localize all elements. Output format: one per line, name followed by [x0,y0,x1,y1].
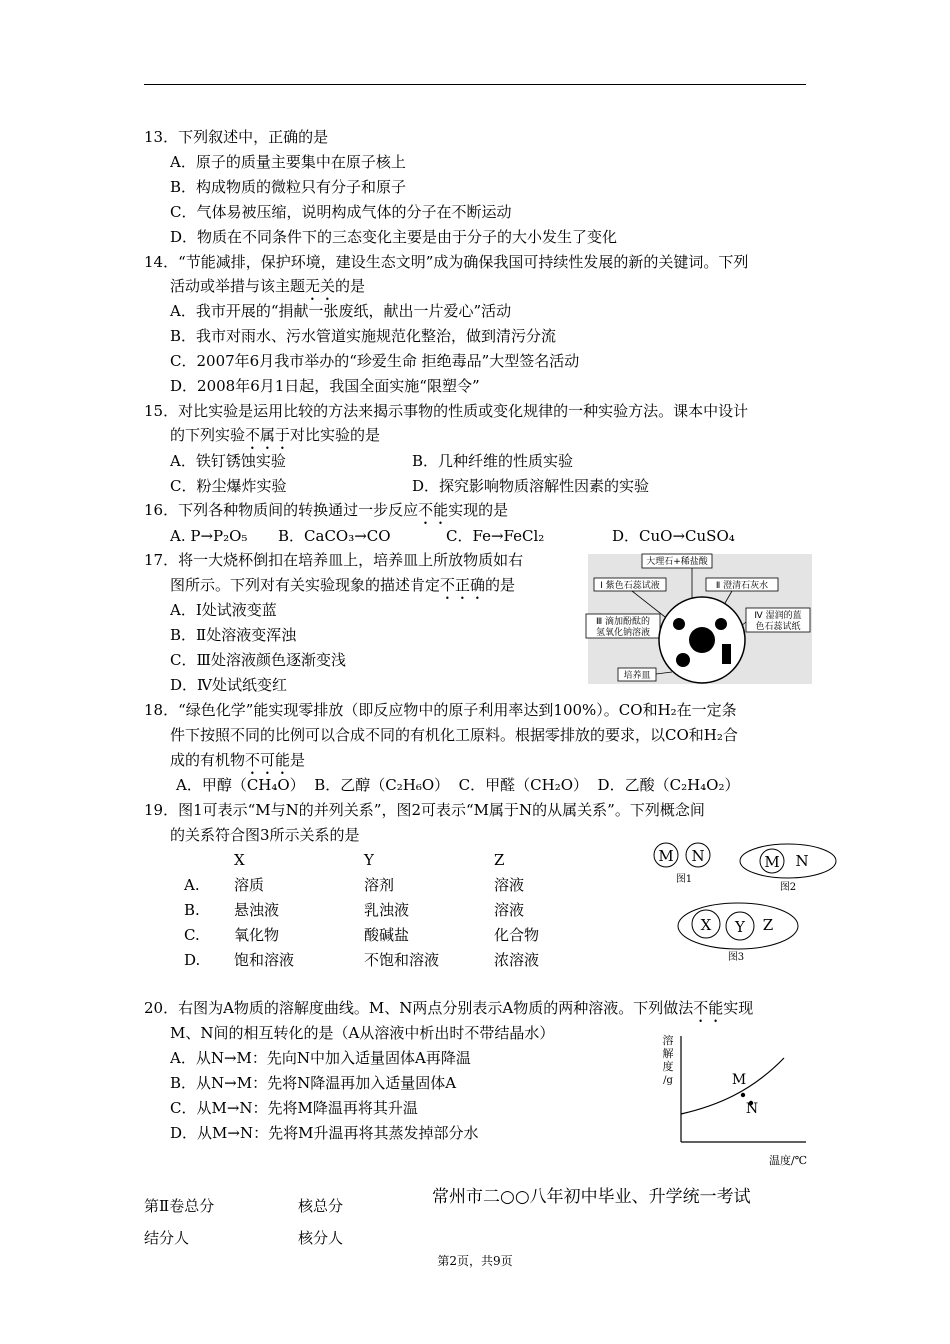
svg-text:图3: 图3 [727,952,745,963]
q18-stem-line2: 件下按照不同的比例可以合成不同的有机化工原料。根据零排放的要求，以CO和H₂合 [170,726,738,744]
q15-option-b: B．几种纤维的性质实验 [412,452,574,470]
q19-row-x: 溶质 [234,876,265,894]
q17-fig-top-label: 大理石+稀盐酸 [646,557,708,567]
q13-option-a: A．原子的质量主要集中在原子核上 [170,153,406,171]
q17-fig-label-2: Ⅱ 澄清石灰水 [715,581,769,591]
q14-stem-line2: 活动或举措与该主题无关的是 [170,277,366,295]
q19-row-y: 溶剂 [364,876,395,894]
q19-row-y: 不饱和溶液 [364,951,440,969]
q14-option-b: B．我市对雨水、污水管道实施规范化整治，做到清污分流 [170,327,557,345]
q16-option-c: C．Fe→FeCl₂ [446,527,545,545]
q19-header-z: Z [494,851,505,869]
q17-fig-label-1: Ⅰ 紫色石蕊试液 [600,581,660,591]
q19-row-y: 乳浊液 [364,901,410,919]
q15-option-a: A．铁钉锈蚀实验 [170,452,286,470]
q19-row-z: 溶液 [494,876,525,894]
scorer-label: 结分人 [144,1229,190,1247]
q17-fig-label-4b: 色石蕊试纸 [755,622,801,632]
q14-stem-line1: 14．“节能减排，保护环境，建设生态文明”成为确保我国可持续性发展的新的关键词。下列 [144,253,749,271]
svg-text:图2: 图2 [779,882,797,893]
q20-point-m [741,1093,745,1097]
q19-row-key: C. [184,926,200,944]
q17-stem-line2: 图所示。下列对有关实验现象的描述肯定不正确的是 [170,576,516,594]
q17-stem-line1: 17．将一大烧杯倒扣在培养皿上，培养皿上所放物质如右 [144,551,524,569]
q20-option-a: A．从N→M：先向N中加入适量固体A再降温 [170,1049,471,1067]
checker-label: 核分人 [298,1229,344,1247]
q15-option-d: D．探究影响物质溶解性因素的实验 [412,477,650,495]
q13-option-c: C．气体易被压缩，说明构成气体的分子在不断运动 [170,203,512,221]
q17-fig-label-3a: Ⅲ 滴加酚酞的 [595,617,651,627]
q17-dot-2 [715,618,727,630]
q20-label-n: N [745,1101,759,1117]
q17-figure [582,548,818,688]
page-number: 第2页，共9页 [437,1254,513,1268]
exam-title: 常州市二○○八年初中毕业、升学统一考试 [432,1187,751,1207]
svg-text:M: M [764,853,780,871]
q16-stem: 16．下列各种物质间的转换通过一步反应不能实现的是 [144,501,509,519]
q20-stem-line1: 20．右图为A物质的溶解度曲线。M、N两点分别表示A物质的两种溶液。下列做法不能实现 [144,999,754,1017]
q14-option-c: C．2007年6月我市举办的“珍爱生命 拒绝毒品”大型签名活动 [170,352,580,370]
q19-stem-line1: 19．图1可表示“M与N的并列关系”，图2可表示“M属于N的从属关系”。下列概念间 [144,801,705,819]
q19-row-y: 酸碱盐 [364,926,410,944]
q13-option-b: B．构成物质的微粒只有分子和原子 [170,178,407,196]
svg-text:图1: 图1 [675,874,693,885]
q20-xlabel: 温度/℃ [768,1154,808,1167]
svg-text:N: N [691,847,705,865]
q20-option-c: C．从M→N：先将M降温再将其升温 [170,1099,418,1117]
q19-row-z: 化合物 [494,926,540,944]
svg-text:Z: Z [762,916,774,934]
q17-dot-3 [676,653,690,667]
q13-stem: 13．下列叙述中，正确的是 [144,128,329,146]
q17-option-c: C．Ⅲ处溶液颜色逐渐变浅 [170,651,346,669]
q18-options: A．甲醇（CH₄O） B．乙醇（C₂H₆O） C．甲醛（CH₂O） D．乙酸（C₂H₄O₂） [176,776,740,794]
q19-row-x: 悬浊液 [234,901,280,919]
q19-header-x: X [234,851,245,869]
q14-option-d: D．2008年6月1日起，我国全面实施“限塑令” [170,377,480,395]
q19-row-x: 氧化物 [234,926,280,944]
q19-row-z: 浓溶液 [494,951,540,969]
q19-row-key: B. [184,901,200,919]
q17-marble-beaker [689,627,715,653]
svg-text:Y: Y [735,918,745,936]
q17-fig-label-4a: Ⅳ 湿润的蓝 [754,611,802,621]
q20-option-d: D．从M→N：先将M升温再将其蒸发掉部分水 [170,1124,479,1142]
q19-row-x: 饱和溶液 [234,951,295,969]
header-rule [144,84,806,85]
q18-stem-line3: 成的有机物不可能是 [170,751,306,769]
q17-option-d: D．Ⅳ处试纸变红 [170,676,288,694]
q13-option-d: D．物质在不同条件下的三态变化主要是由于分子的大小发生了变化 [170,228,618,246]
q16-option-b: B．CaCO₃→CO [278,527,391,545]
q20-ylabel-2: 解 [662,1047,674,1060]
q19-row-key: A. [184,876,200,894]
q19-fig1 [654,843,710,885]
q20-label-m: M [731,1072,747,1088]
q14-option-a: A．我市开展的“捐献一张废纸，献出一片爱心”活动 [170,302,512,320]
score-total-label: 第Ⅱ卷总分 [144,1197,215,1215]
q19-row-z: 溶液 [494,901,525,919]
q19-row-key: D. [184,951,201,969]
q15-option-c: C．粉尘爆炸实验 [170,477,287,495]
q15-stem-line1: 15．对比实验是运用比较的方法来揭示事物的性质或变化规律的一种实验方法。课本中设计 [144,402,749,420]
q17-option-b: B．Ⅱ处溶液变浑浊 [170,626,297,644]
q19-figures [646,836,842,964]
q19-header-y: Y [364,851,374,869]
q15-stem-line2: 的下列实验不属于对比实验的是 [170,426,381,444]
q19-fig2 [740,844,836,893]
q17-fig-label-3b: 氢氧化钠溶液 [595,628,651,638]
q17-paper-strip [722,644,731,664]
q17-fig-dish-label: 培养皿 [623,671,651,681]
q18-stem-line1: 18．“绿色化学”能实现零排放（即反应物中的原子利用率达到100%）。CO和H₂在一定条 [144,701,737,719]
q17-dot-1 [673,618,685,630]
q20-ylabel-4: /g [663,1075,673,1086]
q19-stem-line2: 的关系符合图3所示关系的是 [170,826,360,844]
q17-option-a: A．Ⅰ处试液变蓝 [170,601,277,619]
q20-option-b: B．从N→M：先将N降温再加入适量固体A [170,1074,457,1092]
q16-option-d: D．CuO→CuSO₄ [612,527,735,545]
q20-ylabel-3: 度 [662,1060,674,1073]
svg-text:X: X [700,916,712,934]
q20-ylabel-1: 溶 [662,1034,674,1047]
check-total-label: 核总分 [298,1197,344,1215]
svg-text:N: N [795,852,809,870]
q20-solubility-figure [656,1030,816,1170]
q20-stem-line2: M、N间的相互转化的是（A从溶液中析出时不带结晶水） [170,1024,555,1042]
svg-text:M: M [658,847,674,865]
q19-fig3 [678,903,798,963]
q16-option-a: A. P→P₂O₅ [170,527,248,545]
